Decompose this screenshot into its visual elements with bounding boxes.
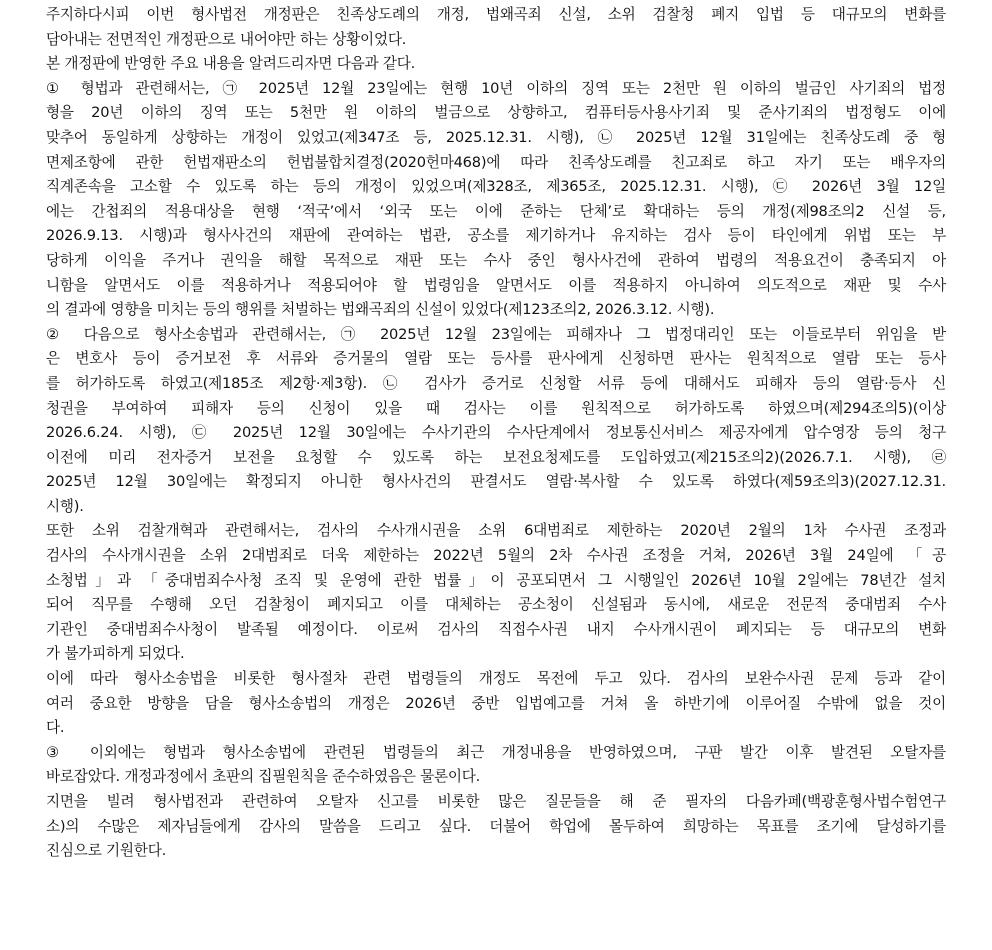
text-line: 2026.6.24. 시행), ㉢ 2025년 12월 30일에는 수사기관의 수사단계에서 정보통신서비스 제공자에게 압수영장 등의 청구 [46,424,946,442]
text-line: 진심으로 기원한다. [46,842,167,860]
text-line: 이전에 미리 전자증거 보전을 요청할 수 있도록 하는 보전요청제도를 도입하였고(제215조의2)(2026.7.1. 시행), ㉣ [46,448,946,466]
text-line: 이에 따라 형사소송법을 비롯한 형사절차 관련 법령들의 개정도 목전에 두고 있다. 검사의 보완수사권 문제 등과 같이 [46,670,946,688]
text-line: 당하게 이익을 주거나 권익을 해할 목적으로 재판 또는 수사 중인 형사사건에 관하여 법령의 적용요건이 충족되지 아 [46,251,946,269]
text-line: ③ 이외에는 형법과 형사소송법에 관련된 법령들의 최근 개정내용을 반영하였으며, 구판 발간 이후 발견된 오탈자를 [46,743,946,761]
text-line: 가 불가피하게 되었다. [46,645,185,663]
text-line: ① 형법과 관련해서는, ㉠ 2025년 12월 23일에는 현행 10년 이하의 징역 또는 2천만 원 이하의 벌금인 사기죄의 법정 [46,79,946,97]
text-line: 지면을 빌려 형사법전과 관련하여 오탈자 신고를 비롯한 많은 질문들을 해 준 필자의 다음카페(백광훈형사법수험연구 [46,793,946,810]
text-line: 청권을 부여하여 피해자 등의 신청이 있을 때 검사는 이를 원칙적으로 허가하도록 하였으며(제294조의5)(이상 [46,399,946,417]
text-line: 담아내는 전면적인 개정판으로 내어야만 하는 상황이었다. [46,30,407,48]
text-line: 검사의 수사개시권을 소위 2대범죄로 더욱 제한하는 2022년 5월의 2차 수사권 조정을 거쳐, 2026년 3월 24일에 「공 [46,547,946,565]
text-line: 또한 소위 검찰개혁과 관련해서는, 검사의 수사개시권을 소위 6대범죄로 제한하는 2020년 2월의 1차 수사권 조정과 [46,522,946,540]
text-line: 본 개정판에 반영한 주요 내용을 알려드리자면 다음과 같다. [46,55,416,73]
text-line: 은 변호사 등이 증거보전 후 서류와 증거물의 열람 또는 등사를 판사에게 신청하면 판사는 원칙적으로 열람 또는 등사 [46,350,946,368]
text-line: 면제조항에 관한 헌법재판소의 헌법불합치결정(2020헌마468)에 따라 친족상도례를 친고죄로 하고 자기 또는 배우자의 [46,153,946,171]
text-line: 다. [46,719,65,737]
text-line: 에는 간첩죄의 적용대상을 현행 ‘적국’에서 ‘외국 또는 이에 준하는 단체’로 확대하는 등의 개정(제98조의2 신설 등, [46,202,946,220]
text-line: 바로잡았다. 개정과정에서 초판의 집필원칙을 준수하였음은 물론이다. [46,768,481,786]
text-line: 기관인 중대범죄수사청이 발족될 예정이다. 이로써 검사의 직접수사권 내지 수사개시권이 폐지되는 등 대규모의 변화 [46,620,946,638]
text-line: 주지하다시피 이번 형사법전 개정판은 친족상도례의 개정, 법왜곡죄 신설, 소위 검찰청 폐지 입법 등 대규모의 변화를 [46,6,946,23]
text-line: 니함을 알면서도 이를 적용하거나 적용되어야 할 법령임을 알면서도 이를 적용하지 아니하여 의도적으로 재판 및 수사 [46,276,946,294]
text-line: 의 결과에 영향을 미치는 등의 행위를 처벌하는 법왜곡죄의 신설이 있었다(제123조의2, 2026.3.12. 시행). [46,301,715,319]
text-line: 2026.9.13. 시행)과 형사사건의 재판에 관여하는 법관, 공소를 제기하거나 유지하는 검사 등이 타인에게 위법 또는 부 [46,227,946,245]
text-line: 여러 중요한 방향을 담을 형사소송법의 개정은 2026년 중반 입법예고를 거쳐 올 하반기에 이루어질 수밖에 없을 것이 [46,694,946,712]
text-line: 2025년 12월 30일에는 확정되지 아니한 형사사건의 판결서도 열람·복사할 수 있도록 하였다(제59조의3)(2027.12.31. [46,473,946,491]
text-line: ② 다음으로 형사소송법과 관련해서는, ㉠ 2025년 12월 23일에는 피해자나 그 법정대리인 또는 이들로부터 위임을 받 [46,325,946,343]
text-line: 소)의 수많은 제자님들에게 감사의 말씀을 드리고 싶다. 더불어 학업에 몰두하여 희망하는 목표를 조기에 달성하기를 [46,817,946,835]
text-line: 소청법」과 「중대범죄수사청 조직 및 운영에 관한 법률」이 공포되면서 그 시행일인 2026년 10월 2일에는 78년간 설치 [46,571,946,589]
text-line: 직계존속을 고소할 수 있도록 하는 등의 개정이 있었으며(제328조, 제365조, 2025.12.31. 시행), ㉢ 2026년 3월 12일 [46,178,946,196]
text-line: 형을 20년 이하의 징역 또는 5천만 원 이하의 벌금으로 상향하고, 컴퓨터등사용사기죄 및 준사기죄의 법정형도 이에 [46,104,946,122]
text-line: 를 허가하도록 하였고(제185조 제2항·제3항). ㉡ 검사가 증거로 신청할 서류 등에 대해서도 피해자 등의 열람·등사 신 [46,374,946,392]
text-line: 시행). [46,497,84,515]
text-line: 맞추어 동일하게 상향하는 개정이 있었고(제347조 등, 2025.12.31. 시행), ㉡ 2025년 12월 31일에는 친족상도례 중 형 [46,128,946,146]
text-line: 되어 직무를 수행해 오던 검찰청이 폐지되고 이를 대체하는 공소청이 신설됨과 동시에, 새로운 전문적 중대범죄 수사 [46,596,946,614]
